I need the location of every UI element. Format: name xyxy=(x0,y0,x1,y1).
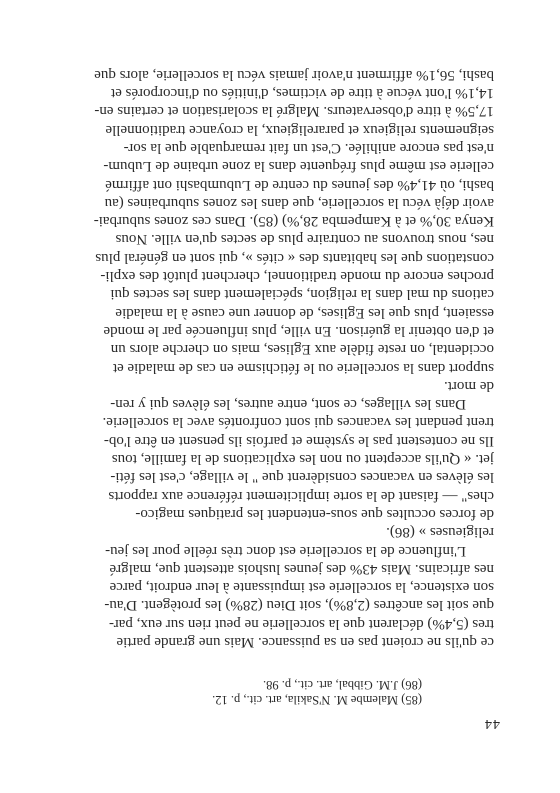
text-line: bashi, où 41,4% des jeunes du centre de Lubumbashi ont affirmé xyxy=(105,176,494,193)
page-number: 44 xyxy=(484,716,500,731)
text-line: jet. « Qu'ils acceptent ou non les explications de la famille, tous xyxy=(111,451,494,468)
footnote: (85) Malembe M. N'Sakila, art. cit., p. 12. xyxy=(212,693,422,707)
text-line: 14,1% l'ont vécue à titre de victimes, d'initiés ou d'incorporés et xyxy=(110,85,494,102)
text-line: nes, nous trouvons au contraire plus de sectes qu'en ville. Nous xyxy=(115,231,494,248)
text-line: support dans la sorcellerie ou le fétichisme en cas de maladie et xyxy=(112,359,494,376)
text-line: cellerie est même plus fréquente dans la zone urbaine de Lubum- xyxy=(103,158,494,175)
text-line: religieuses » (86). xyxy=(386,524,494,541)
text-line: et d'en obtenir la guérison. En ville, plus influencée par le monde xyxy=(103,322,494,339)
footnotes xyxy=(62,677,422,707)
text-line: avoir déjà vécu la sorcellerie, que dans les zones suburbaines (au xyxy=(104,194,494,211)
text-line: Ils ne contestent pas le système et parfois ils pensent en être l'ob- xyxy=(103,432,494,449)
text-line: tres (5,4%) déclarent que la sorcellerie ne peut rien sur eux, par- xyxy=(109,615,494,632)
text-line: que soit les ancêtres (2,8%), soit Dieu (28%) les protègent. D'au- xyxy=(104,597,494,614)
text-line: son existence, la sorcellerie est impuissante à leur endroit, parce xyxy=(109,579,494,596)
text-line: n'est pas encore anihilée. C'est un fait remarquable que la sor- xyxy=(123,139,494,156)
text-line: bashi, 56,1% affirment n'avoir jamais vécu la sorcellerie, alors que xyxy=(94,66,494,83)
text-line: constations que les habitants des « cités », qui sont en général plus xyxy=(95,249,494,266)
text-line: occidental, on reste fidèle aux Eglises, mais on cherche alors un xyxy=(110,341,494,358)
text-line: seignements religieux et parareligieux, la croyance traditionnelle xyxy=(105,121,494,138)
body-text xyxy=(61,66,494,652)
text-line: ches" — faisant de la sorte implicitement référence aux rapports xyxy=(108,487,494,504)
footnote: (86) J.M. Gibbal, art. cit., p. 98. xyxy=(262,678,422,692)
text-line: nes africains. Mais 43% des jeunes lushois attestent que, malgré xyxy=(109,560,494,577)
text-line: essaient, plus que les Eglises, de donner une cause à la maladie xyxy=(115,304,494,321)
text-line: de mort. xyxy=(444,377,494,394)
text-line: de forces occultes que sous-entendent les pratiques magico- xyxy=(135,505,494,522)
text-line: proches encore du monde traditionnel, cherchent plutôt des expli- xyxy=(100,268,494,285)
text-line: trent pendant les vacances qui sont confrontés avec la sorcellerie. xyxy=(102,414,494,431)
text-line: Kenya 30,% et à Kampemba 28,%) (85). Dans ces zones suburbai- xyxy=(93,213,494,230)
text-line: 17,5% à titre d'observateurs. Malgré la scolarisation et certains en- xyxy=(94,103,494,120)
text-line: ce qu'ils ne croient pas en sa puissance. Mais une grande partie xyxy=(116,634,494,650)
paragraph-start-line: Dans les villages, ce sont, entre autres, les élèves qui y ren- xyxy=(110,396,466,413)
paragraph-start-line: L'influence de la sorcellerie est donc très réelle pour les jeu- xyxy=(105,542,466,559)
text-line: cations du mal dans la religion, spécialement dans les sectes qui xyxy=(110,286,494,303)
text-line: les élèves en vacances considèrent que " le village, c'est les féti- xyxy=(110,469,494,486)
